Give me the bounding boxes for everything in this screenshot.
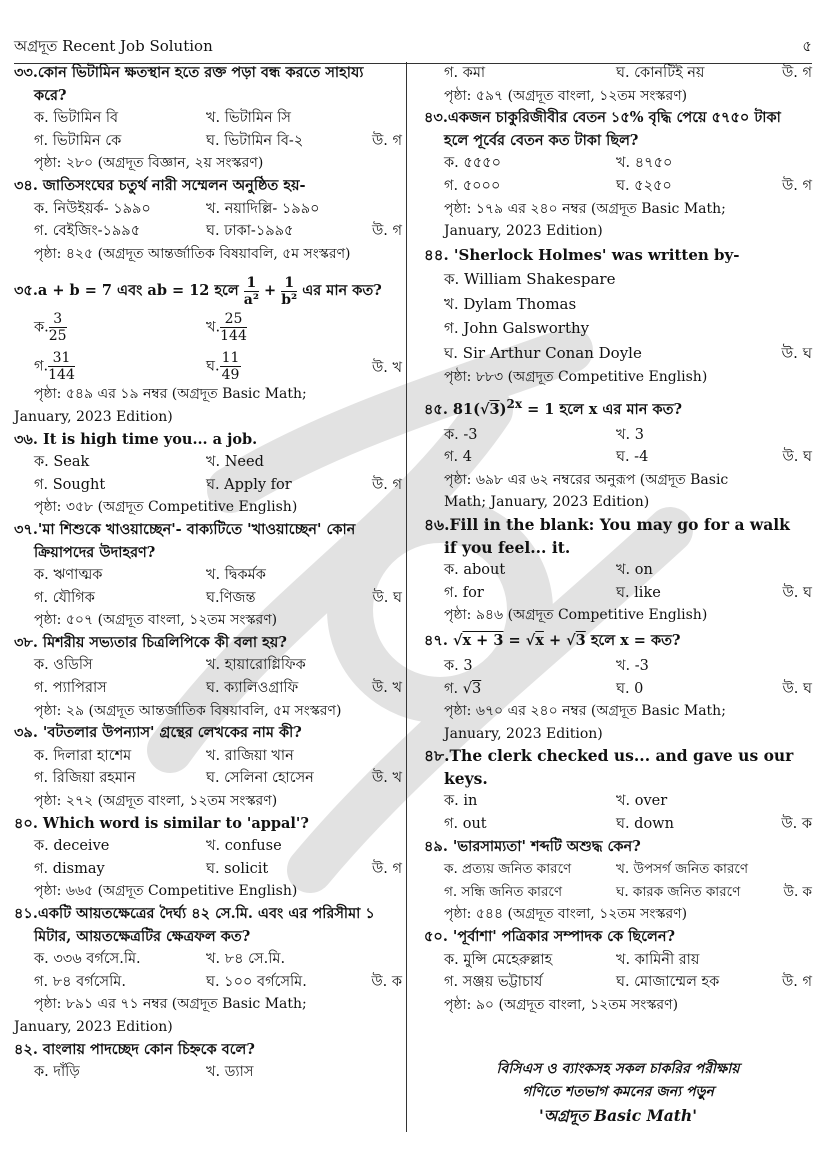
option-label: গ. [34, 358, 49, 375]
question-text: ৪২. বাংলায় পাদচ্ছেদ কোন চিহ্নকে বলে? [14, 1040, 255, 1058]
option: খ. confuse [206, 838, 282, 855]
option: ক. ওডিসি [34, 657, 93, 674]
option: খ. on [616, 562, 653, 579]
option-label: ক. [34, 319, 49, 336]
question-33 [14, 62, 402, 175]
answer: উ. গ [371, 223, 402, 240]
answer: উ. গ [371, 860, 402, 877]
numerator: 31 [48, 350, 75, 367]
option: ঘ. ভিটামিন বি-২ [206, 132, 304, 149]
reference-cont: January, 2023 Edition) [14, 1018, 173, 1035]
answer: উ. ক [783, 883, 812, 900]
page-header [14, 34, 812, 64]
reference: পৃষ্ঠা: ৫৪৪ (অগ্রদূত বাংলা, ১২তম সংস্করণ) [444, 906, 688, 923]
option-row [424, 341, 812, 366]
reference: পৃষ্ঠা: ১৭৯ এর ২৪০ নম্বর (অগ্রদূত Basic Math; [444, 200, 726, 217]
option: ঘ. Apply for [206, 476, 292, 493]
option: ক. নিউইয়র্ক- ১৯৯০ [34, 200, 151, 217]
left-column [14, 62, 402, 1084]
option: গ. 4 [444, 449, 472, 466]
numerator: 25 [220, 311, 247, 328]
option: ঘ. solicit [206, 860, 269, 877]
radicand: 3 [575, 631, 586, 649]
options [14, 835, 402, 880]
options [14, 311, 402, 383]
question-text: ৪৯. 'ভারসাম্যতা' শব্দটি অশুদ্ধ কেন? [424, 837, 641, 855]
radicand: x + 3 [462, 631, 504, 649]
numerator: 1 [281, 275, 297, 292]
question-35 [14, 271, 402, 428]
option [206, 311, 362, 344]
option: ক. দিলারা হাশেম [34, 747, 132, 764]
question-text: ৪০. Which word is similar to 'appal'? [14, 814, 309, 832]
reference: পৃষ্ঠা: ৬৬৫ (অগ্রদূত Competitive English) [34, 883, 298, 900]
question-suffix: হলে x = কত? [585, 631, 681, 649]
option: খ. হায়ারোগ্লিফিক [206, 657, 306, 674]
option: ক. deceive [34, 838, 110, 855]
promo-line: বিসিএস ও ব্যাংকসহ সকল চাকরির পরীক্ষায় [496, 1061, 740, 1077]
question-43 [424, 107, 812, 243]
option: গ. √3 [444, 680, 482, 697]
option: খ. over [616, 793, 668, 810]
reference: পৃষ্ঠা: ২৭২ (অগ্রদূত বাংলা, ১২তম সংস্করণ) [34, 793, 278, 810]
option: ঘ. ১০০ বর্গসেমি. [206, 973, 307, 990]
question-text: ৫০. 'পূর্বাশা' পত্রিকার সম্পাদক কে ছিলেন? [424, 928, 675, 946]
question-text: ৩৭.'মা শিশুকে খাওয়াচ্ছেন'- বাক্যটিতে 'খাওয়াচ্ছেন' কোন [14, 520, 356, 538]
option: খ. Dylam Thomas [444, 294, 577, 313]
promo-box [424, 1058, 812, 1127]
option: ঘ. ঢাকা-১৯৯৫ [206, 223, 294, 240]
options [424, 790, 812, 835]
option: খ. 3 [616, 426, 644, 443]
answer: উ. গ [781, 177, 812, 194]
question-36 [14, 429, 402, 519]
answer: উ. ঘ [781, 343, 812, 362]
option-label: খ. [206, 319, 221, 336]
option: ঘ. Sir Arthur Conan Doyle [444, 343, 642, 362]
options [424, 655, 812, 700]
option: ক. ৫৫৫০ [444, 155, 502, 172]
numerator: 1 [244, 275, 259, 292]
options [14, 745, 402, 790]
question-text-cont: করে? [34, 86, 67, 104]
fraction [49, 311, 67, 344]
answer: উ. গ [781, 65, 812, 81]
reference: পৃষ্ঠা: ৫৪৯ এর ১৯ নম্বর (অগ্রদূত Basic Math; [34, 386, 307, 403]
option: ঘ.ণিজন্ত [206, 589, 256, 606]
option: খ. দ্বিকর্মক [206, 567, 266, 584]
answer: উ. ক [781, 816, 812, 833]
option: খ. Need [206, 454, 264, 471]
numerator: 3 [49, 311, 67, 328]
option: গ. ৮৪ বর্গসেমি. [34, 973, 126, 990]
option [34, 311, 206, 344]
question-prefix: ৪৭. [424, 631, 453, 649]
reference: পৃষ্ঠা: ৯৪৬ (অগ্রদূত Competitive English) [444, 607, 708, 624]
plus-sign: + [543, 631, 567, 649]
option: ক. in [444, 793, 478, 810]
question-48 [424, 745, 812, 835]
options [424, 62, 812, 85]
options [14, 948, 402, 993]
fraction [220, 311, 247, 344]
options [14, 564, 402, 609]
question-text [14, 271, 402, 311]
option: ঘ. down [616, 816, 674, 833]
option: গ. সন্ধি জনিত কারণে [444, 883, 562, 900]
option: ক. about [444, 562, 506, 579]
option: ক. ভিটামিন বি [34, 110, 119, 127]
option: খ. ড্যাস [206, 1064, 254, 1081]
exponent: 2x [506, 396, 523, 411]
reference: পৃষ্ঠা: ৩৫৮ (অগ্রদূত Competitive English) [34, 499, 298, 516]
reference: পৃষ্ঠা: ৪২৫ (অগ্রদূত আন্তর্জাতিক বিষয়াবলি, ৫ম সংস্করণ) [34, 245, 351, 262]
reference: পৃষ্ঠা: ৯০ (অগ্রদূত বাংলা, ১২তম সংস্করণ) [444, 996, 679, 1013]
question-text-cont: keys. [444, 768, 488, 788]
reference: পৃষ্ঠা: ২৮০ (অগ্রদূত বিজ্ঞান, ২য় সংস্করণ) [34, 155, 264, 172]
option: ক. প্রত্যয় জনিত কারণে [444, 861, 572, 878]
answer: উ. খ [371, 770, 402, 787]
options [14, 654, 402, 699]
option: ক. William Shakespare [444, 270, 616, 289]
option: ক. ঋণাত্মক [34, 567, 103, 584]
option: ঘ. সেলিনা হোসেন [206, 770, 314, 787]
option: ক. 3 [444, 657, 473, 674]
question-41 [14, 903, 402, 1039]
question-text-cont: ক্রিয়াপদের উদাহরণ? [34, 543, 156, 561]
option-label: ঘ. [206, 358, 220, 375]
answer: উ. ঘ [372, 589, 402, 606]
options [424, 949, 812, 994]
reference: পৃষ্ঠা: ৬৭০ এর ২৪০ নম্বর (অগ্রদূত Basic Math; [444, 703, 726, 720]
option: গ. রিজিয়া রহমান [34, 770, 136, 787]
reference: পৃষ্ঠা: ৫০৭ (অগ্রদূত বাংলা, ১২তম সংস্করণ) [34, 612, 278, 629]
plus-sign: + [264, 282, 277, 300]
question-prefix: ৪৫. 81( [424, 400, 480, 418]
option: গ. কমা [444, 65, 486, 81]
reference: পৃষ্ঠা: ৫৯৭ (অগ্রদূত বাংলা, ১২তম সংস্করণ) [444, 87, 688, 104]
option: খ. উপসর্গ জনিত কারণে [616, 861, 748, 878]
question-49 [424, 836, 812, 926]
answer: উ. গ [371, 132, 402, 149]
options [14, 107, 402, 152]
question-47 [424, 627, 812, 745]
radicand: 3 [471, 680, 482, 697]
question-text: ৪৭. √x + 3 = √x + √3 হলে x = কত? [424, 631, 681, 649]
option: গ. John Galsworthy [444, 319, 590, 338]
question-text-cont: হলে পূর্বের বেতন কত টাকা ছিল? [444, 131, 639, 149]
question-38 [14, 632, 402, 722]
option: খ. নয়াদিল্লি- ১৯৯০ [206, 200, 320, 217]
reference-cont: Math; January, 2023 Edition) [444, 494, 650, 511]
question-39 [14, 722, 402, 812]
options [14, 451, 402, 496]
right-column [424, 62, 812, 1016]
question-34 [14, 175, 402, 265]
reference: পৃষ্ঠা: ৬৯৮ এর ৬২ নম্বরের অনুরূপ (অগ্রদূত Basic [444, 471, 729, 488]
question-text: ৪১.একটি আয়তক্ষেত্রের দৈর্ঘ্য ৪২ সে.মি. এবং এর পরিসীমা ১ [14, 905, 375, 922]
answer: উ. ক [371, 973, 402, 990]
option: গ. প্যাপিরাস [34, 680, 107, 697]
answer: উ. খ [371, 680, 402, 697]
answer: উ. ঘ [782, 584, 812, 601]
option: খ. -3 [616, 657, 649, 674]
numerator: 11 [221, 350, 240, 367]
option: গ. Sought [34, 476, 106, 493]
options [14, 198, 402, 243]
option: খ. কামিনী রায় [616, 951, 700, 968]
option: ঘ. 0 [616, 680, 644, 697]
reference-cont: January, 2023 Edition) [444, 725, 603, 742]
option: ঘ. ৫২৫০ [616, 177, 672, 194]
fraction [48, 350, 75, 383]
radicand: x [535, 631, 544, 649]
option: ঘ. মোজাম্মেল হক [616, 974, 720, 991]
denominator: 49 [221, 367, 240, 384]
answer: উ. ঘ [782, 449, 812, 466]
option: ক. ৩৩৬ বর্গসে.মি. [34, 951, 141, 968]
question-text: ৪৫. $81(√3)^{2x} = 1$ হলে x এর মান কত? [424, 396, 682, 418]
option: ঘ. ক্যালিওগ্রাফি [206, 680, 299, 697]
option: ঘ. like [616, 584, 661, 601]
option: ক. -3 [444, 426, 478, 443]
denominator: a² [243, 291, 259, 308]
question-text: ৩৪. জাতিসংঘের চতুর্থ নারী সম্মেলন অনুষ্ঠিত হয়- [14, 176, 306, 194]
options [424, 424, 812, 469]
option: ঘ. কোনটিই নয় [616, 65, 705, 81]
question-prefix: ৩৫.a + b = 7 এবং ab = 12 হলে [14, 282, 239, 300]
page-number: ৫ [802, 37, 812, 55]
question-text: ৩৬. It is high time you... a job. [14, 430, 258, 448]
question-44 [424, 243, 812, 390]
question-40 [14, 813, 402, 903]
option: গ. for [444, 584, 484, 601]
question-text: ৪৪. 'Sherlock Holmes' was written by- [424, 245, 740, 264]
reference: পৃষ্ঠা: ২৯ (অগ্রদূত আন্তর্জাতিক বিষয়াবলি, ৫ম সংস্করণ) [34, 702, 342, 719]
reference: পৃষ্ঠা: ৮৮৩ (অগ্রদূত Competitive English) [444, 369, 708, 386]
reference-cont: January, 2023 Edition) [444, 223, 603, 240]
answer: উ. খ [371, 360, 402, 377]
denominator: 144 [220, 328, 247, 345]
options [14, 1061, 402, 1084]
column-divider [406, 62, 407, 1132]
option: গ. ৫০০০ [444, 177, 501, 194]
question-37 [14, 519, 402, 632]
question-46 [424, 514, 812, 627]
option: গ. dismay [34, 860, 105, 877]
option: গ. সঞ্জয় ভট্টাচার্য [444, 974, 543, 991]
option [34, 350, 206, 383]
option: ক. Seak [34, 454, 90, 471]
options [424, 559, 812, 604]
equals-sign: = [503, 631, 526, 649]
options [424, 152, 812, 197]
option-label: গ. [444, 680, 463, 697]
question-45 [424, 390, 812, 514]
option: ক. দাঁড়ি [34, 1064, 80, 1081]
question-text: ৩৩.কোন ভিটামিন ক্ষতস্থান হতে রক্ত পড়া বন্ধ করতে সাহায্য [14, 64, 364, 81]
question-text: ৪৮.The clerk checked us... and gave us our [424, 746, 794, 766]
question-text-cont: if you feel... it. [444, 537, 571, 557]
question-text-cont: মিটার, আয়তক্ষেত্রটির ক্ষেত্রফল কত? [34, 927, 251, 945]
option: খ. রাজিয়া খান [206, 747, 294, 764]
option: গ. বেইজিং-১৯৯৫ [34, 223, 141, 240]
option: ঘ. কারক জনিত কারণে [616, 883, 741, 900]
fraction [281, 275, 297, 308]
radicand: 3 [489, 400, 500, 418]
running-title: অগ্রদূত Recent Job Solution [14, 37, 213, 55]
question-text: ৪৬.Fill in the blank: You may go for a walk [424, 514, 790, 534]
question-suffix: এর মান কত? [302, 282, 382, 300]
question-text: ৩৮. মিশরীয় সভ্যতার চিত্রলিপিকে কী বলা হয়? [14, 633, 287, 651]
question-suffix: = 1 হলে x এর মান কত? [522, 400, 682, 418]
fraction [220, 350, 242, 383]
denominator: 25 [48, 328, 67, 345]
question-42-cont [424, 62, 812, 107]
promo-line: 'অগ্রদূত Basic Math' [539, 1106, 697, 1125]
reference: পৃষ্ঠা: ৮৯১ এর ৭১ নম্বর (অগ্রদূত Basic Math; [34, 996, 307, 1013]
question-text: ৪৩.একজন চাকুরিজীবীর বেতন ১৫% বৃদ্ধি পেয়ে ৫৭৫০ টাকা [424, 109, 781, 127]
option: খ. ৮৪ সে.মি. [206, 951, 286, 968]
option: খ. ভিটামিন সি [206, 110, 291, 127]
option: গ. out [444, 816, 487, 833]
answer: উ. গ [371, 476, 402, 493]
option: গ. ভিটামিন কে [34, 132, 122, 149]
question-text: ৩৯. 'বটতলার উপন্যাস' গ্রন্থের লেখকের নাম কী? [14, 724, 302, 742]
option: গ. যৌগিক [34, 589, 95, 606]
question-50 [424, 926, 812, 1016]
option: ক. মুন্সি মেহেরুল্লাহ [444, 951, 553, 968]
option [206, 350, 362, 383]
promo-line: গণিতে শতভাগ কমনের জন্য পড়ুন [522, 1084, 714, 1100]
denominator: b² [281, 291, 298, 308]
answer: উ. গ [781, 974, 812, 991]
reference-cont: January, 2023 Edition) [14, 408, 173, 425]
denominator: 144 [48, 367, 75, 384]
options [424, 858, 812, 903]
option: খ. ৪৭৫০ [616, 155, 673, 172]
fraction [244, 275, 259, 308]
question-42 [14, 1039, 402, 1084]
option: ঘ. -4 [616, 449, 649, 466]
answer: উ. ঘ [782, 680, 812, 697]
